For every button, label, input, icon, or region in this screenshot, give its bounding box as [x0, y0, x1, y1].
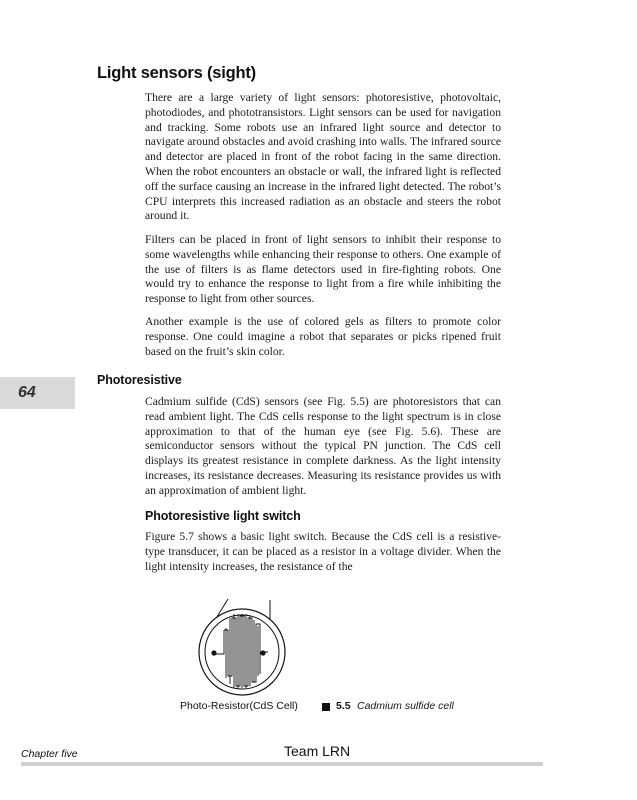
paragraph-light-switch: Figure 5.7 shows a basic light switch. Because the CdS cell is a resistive-type transducer, it can be placed as a resistor in a voltage divider. When the light intensity increases, the resistance of the	[145, 530, 501, 573]
cds-terminal-right	[260, 650, 265, 655]
section-title: Light sensors (sight)	[97, 64, 256, 82]
paragraph-filters: Filters can be placed in front of light sensors to inhibit their response to some wavelengths while enhancing their response to others. One example of the use of filters is as flame detectors used in fire-fighting robots. One would try to enhance the response to light from a fire while inhibiting the response to light from other sources.	[145, 233, 501, 306]
page-number-tab	[0, 377, 75, 409]
cds-terminal-left	[211, 650, 216, 655]
paragraph-light-sensors-intro: There are a large variety of light sensors: photoresistive, photovoltaic, photodiodes, and phototransistors. Light sensors can be used for navigation and tracking. Some robots use an infrared light source and detector to navigate around obstacles and avoid crashing into walls. The infrared source and detector are placed in front of the robot facing in the same direction. When the robot encounters an obstacle or wall, the infrared light is reflected off the surface causing an increase in the infrared light detected. The robot’s CPU interprets this increased radiation as an obstacle and steers the robot around it.	[145, 91, 501, 223]
subsection-title-photoresistive: Photoresistive	[97, 373, 182, 387]
footer-watermark: Team LRN	[284, 743, 351, 759]
paragraph-photoresistive: Cadmium sulfide (CdS) sensors (see Fig. 5.5) are photoresistors that can read ambient light. The CdS cells response to the light spectrum is in close approximation to that of the human eye (see Fig. 5.6). These are semiconductor sensors without the typical PN junction. The CdS cell displays its greatest resistance in complete darkness. As the light intensity increases, its resistance decreases. Measuring its resistance provides us with an approximation of ambient light.	[145, 395, 501, 497]
paragraph-colored-gels: Another example is the use of colored gels as filters to promote color response. One could imagine a robot that separates or picks ripened fruit based on the fruit’s skin color.	[145, 315, 501, 358]
cds-cell-illustration	[190, 594, 300, 696]
figure-caption: Cadmium sulfide cell	[357, 700, 454, 712]
figure-component-label: Photo-Resistor(CdS Cell)	[180, 700, 298, 712]
figure-square-icon	[322, 703, 330, 711]
footer-rule	[21, 762, 543, 766]
footer-chapter: Chapter five	[21, 748, 78, 760]
subsubsection-title-light-switch: Photoresistive light switch	[145, 509, 301, 523]
page-number: 64	[18, 384, 36, 401]
figure-number: 5.5	[336, 700, 351, 712]
